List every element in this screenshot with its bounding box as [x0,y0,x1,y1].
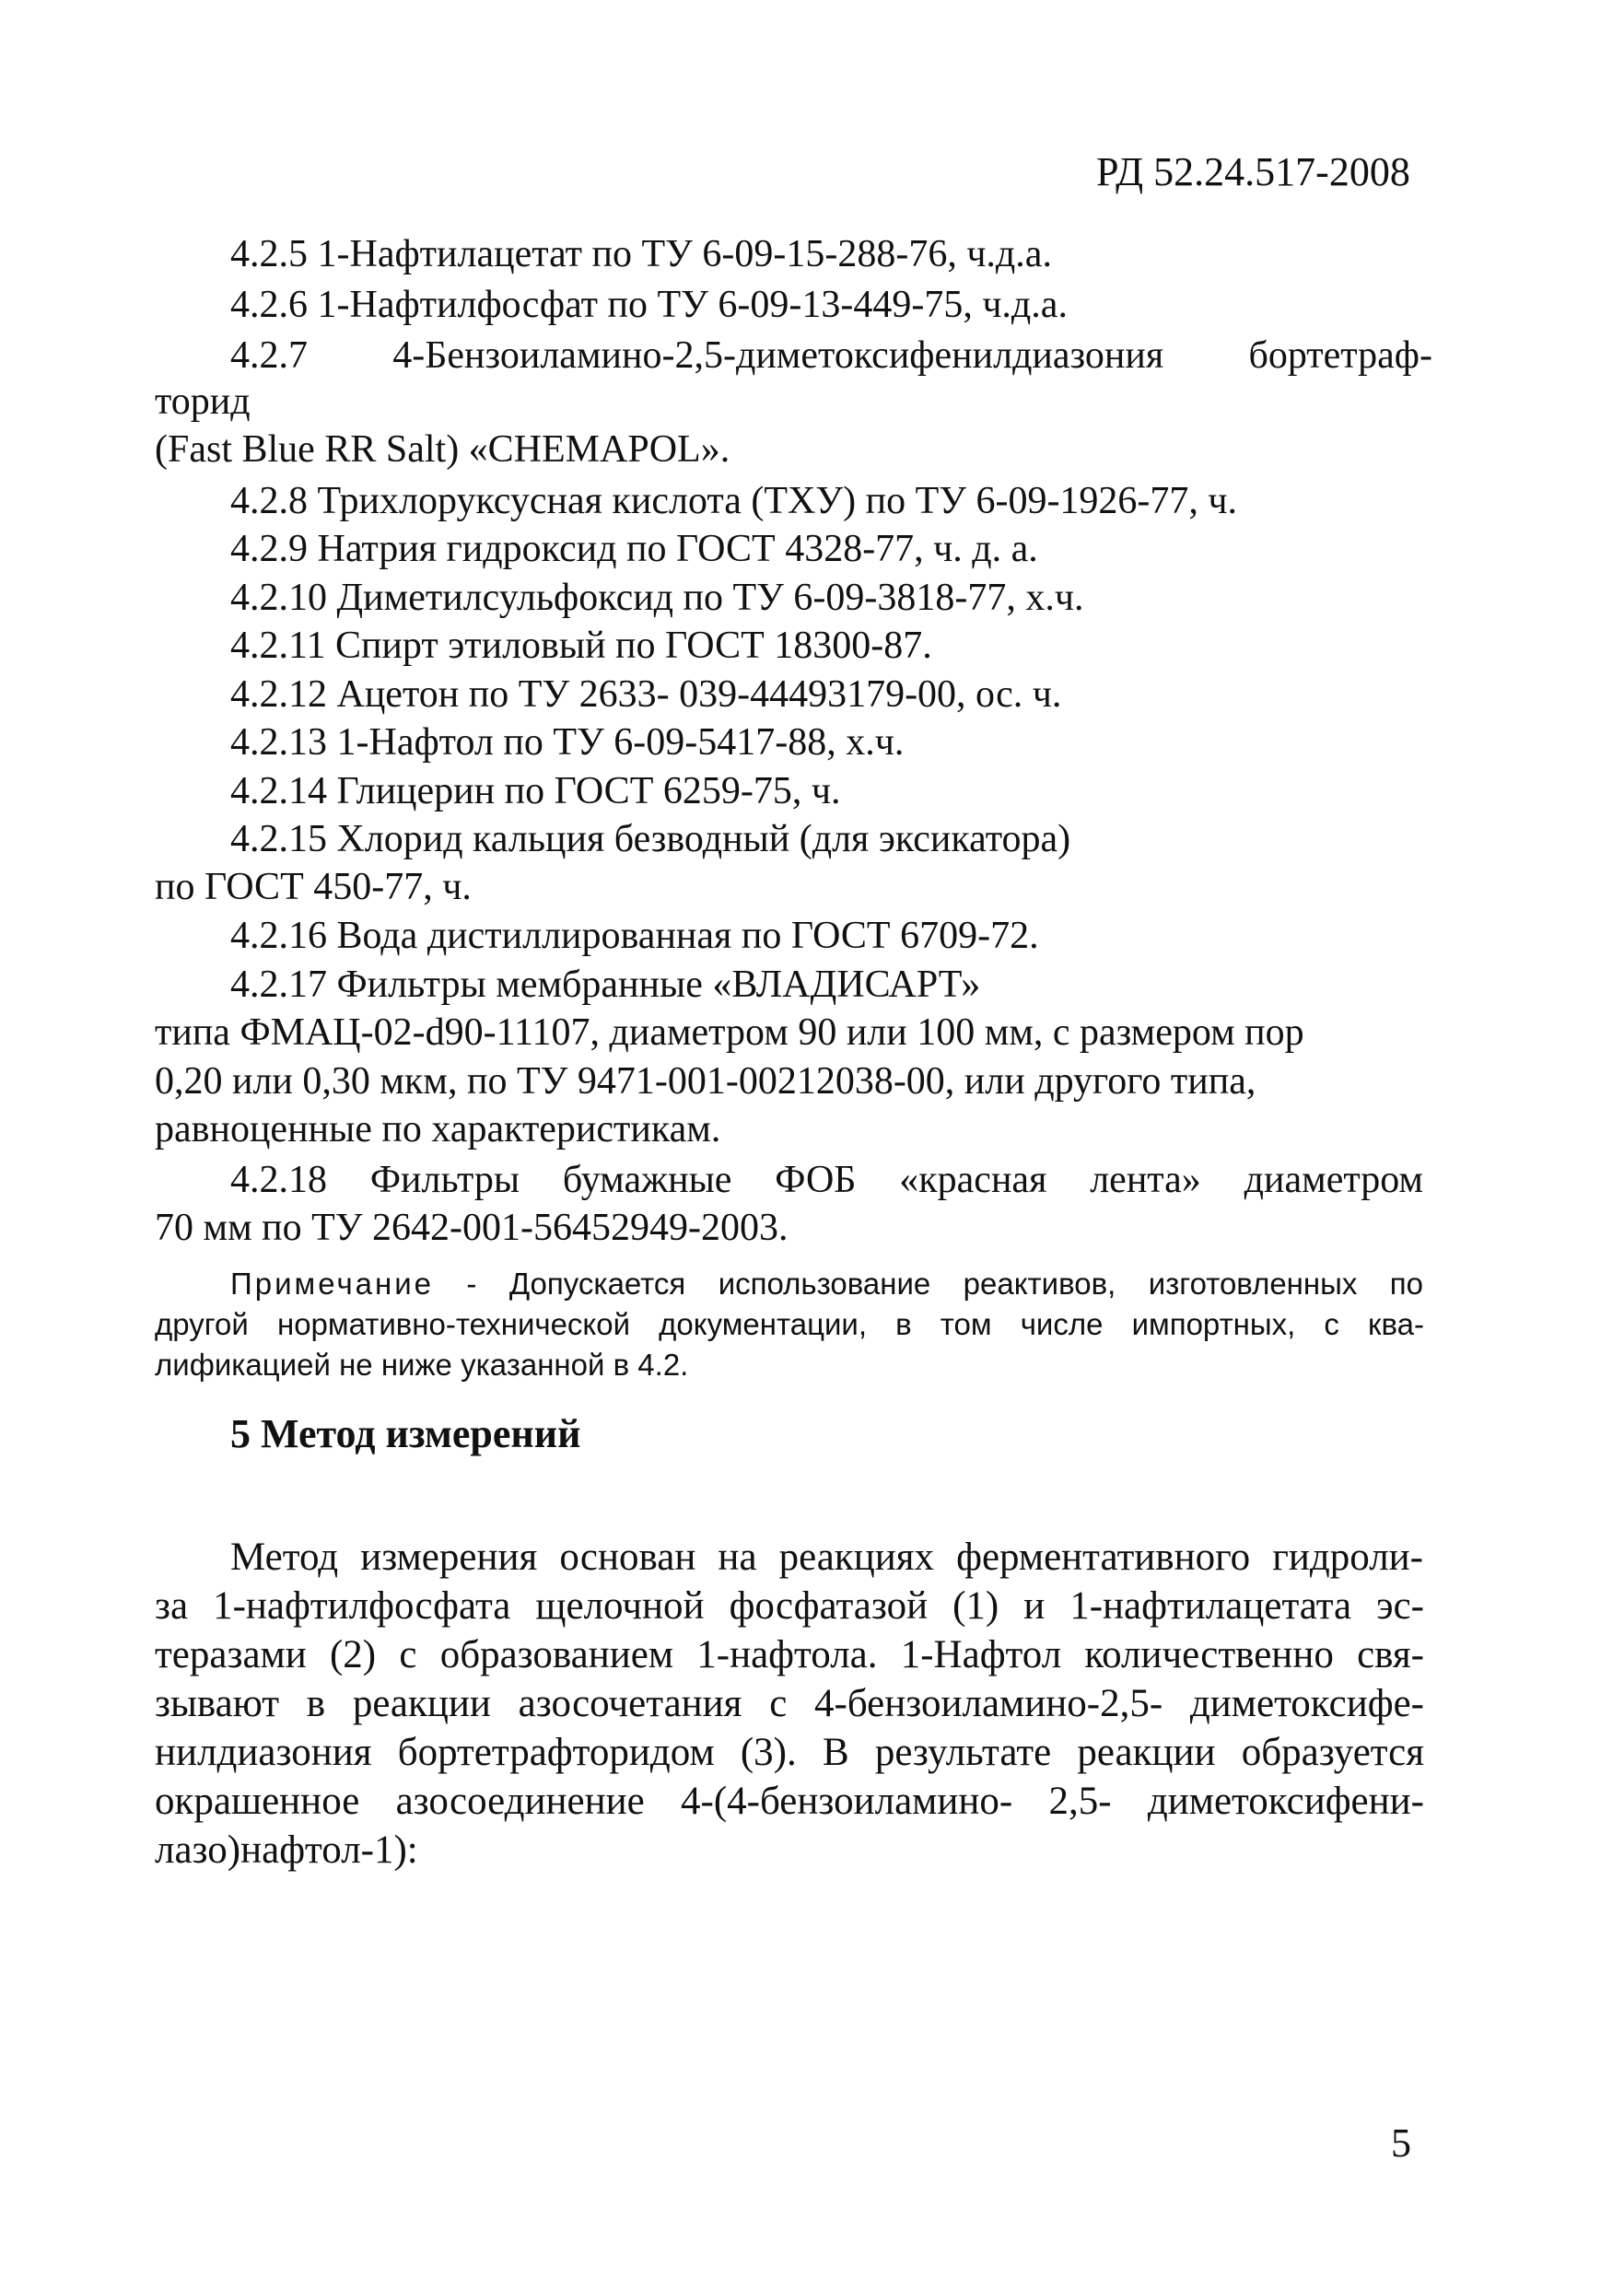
note-line: Примечание - Допускается использование реактивов, изготовленных по [230,1267,1423,1301]
paragraph-line: нилдиазония бортетрафторидом (3). В результате реакции образуется [155,1731,1424,1774]
list-item-continuation: 70 мм по ТУ 2642-001-56452949-2003. [155,1207,789,1249]
list-item: 4.2.11 Спирт этиловый по ГОСТ 18300-87. [230,625,932,667]
list-item: 4.2.18 Фильтры бумажные ФОБ «красная лента» диаметром [230,1159,1423,1201]
list-item: 4.2.10 Диметилсульфоксид по ТУ 6-09-3818-77, х.ч. [230,577,1084,619]
paragraph-line: зывают в реакции азосочетания с 4-бензоиламино-2,5- диметоксифе- [155,1682,1424,1725]
list-item-continuation: по ГОСТ 450-77, ч. [155,866,472,908]
list-item-continuation: типа ФМАЦ-02-d90-11107, диаметром 90 или 100 мм, с размером пор [155,1011,1304,1054]
list-item: 4.2.15 Хлорид кальция безводный (для эксикатора) [230,818,1071,860]
section-heading: 5 Метод измерений [230,1411,581,1456]
list-item: 4.2.7 4-Бензоиламино-2,5-диметоксифенилдиазония бортетраф- [230,334,1432,377]
list-item: 4.2.9 Натрия гидроксид по ГОСТ 4328-77, ч. д. а. [230,528,1038,570]
list-item: 4.2.14 Глицерин по ГОСТ 6259-75, ч. [230,770,841,812]
list-item: 4.2.6 1-Нафтилфосфат по ТУ 6-09-13-449-75, ч.д.а. [230,284,1068,326]
list-item: 4.2.13 1-Нафтол по ТУ 6-09-5417-88, х.ч. [230,721,905,764]
list-item: 4.2.5 1-Нафтилацетат по ТУ 6-09-15-288-76, ч.д.а. [230,233,1052,275]
note-label: Примечание [230,1267,435,1301]
list-item-continuation: (Fast Blue RR Salt) «CHEMAPOL». [155,428,730,471]
paragraph-line: теразами (2) с образованием 1-нафтола. 1-Нафтол количественно свя- [155,1633,1424,1676]
list-item: 4.2.8 Трихлоруксусная кислота (ТХУ) по ТУ 6-09-1926-77, ч. [230,480,1238,522]
list-item-continuation: 0,20 или 0,30 мкм, по ТУ 9471-001-00212038-00, или другого типа, [155,1060,1256,1103]
note-line: лификацией не ниже указанной в 4.2. [155,1348,689,1382]
paragraph-line: окрашенное азосоединение 4-(4-бензоиламино- 2,5- диметоксифени- [155,1780,1424,1823]
paragraph-line: лазо)нафтол-1): [155,1828,418,1872]
page-number: 5 [1391,2120,1411,2166]
paragraph-line: Метод измерения основан на реакциях ферментативного гидроли- [230,1536,1423,1579]
list-item: 4.2.12 Ацетон по ТУ 2633- 039-44493179-00, ос. ч. [230,673,1062,716]
note-line: другой нормативно-технической документации, в том числе импортных, с ква- [155,1307,1424,1341]
paragraph-line: за 1-нафтилфосфата щелочной фосфатазой (1) и 1-нафтилацетата эс- [155,1584,1424,1628]
list-item-continuation: равноценные по характеристикам. [155,1108,721,1150]
list-item: 4.2.16 Вода дистиллированная по ГОСТ 6709-72. [230,915,1039,957]
list-item: 4.2.17 Фильтры мембранные «ВЛАДИСАРТ» [230,963,981,1006]
list-item-continuation: торид [155,380,251,423]
document-code: РД 52.24.517-2008 [1096,149,1410,194]
